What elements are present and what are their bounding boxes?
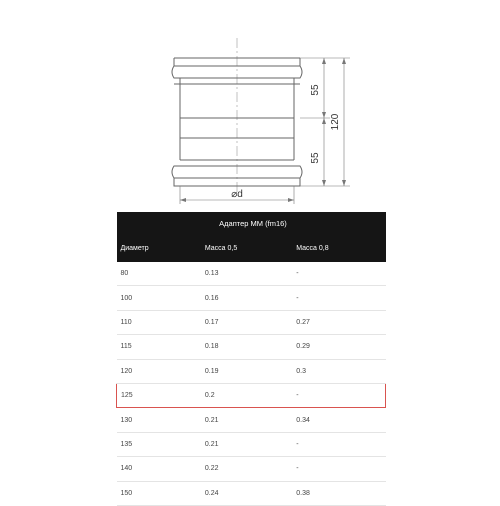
cell-mass-05: 0.24 (201, 481, 292, 505)
header-mass-05: Масса 0,5 (201, 234, 292, 262)
cell-mass-05: 0.19 (201, 359, 292, 383)
dim-bottom-label: 55 (310, 152, 321, 164)
cell-diameter: 120 (117, 359, 201, 383)
dim-top-label: 55 (310, 84, 321, 96)
dim-total-label: 120 (330, 113, 341, 131)
cell-mass-05: 0.13 (201, 262, 292, 286)
cell-mass-05: 0.21 (201, 432, 292, 456)
header-diameter: Диаметр (117, 234, 201, 262)
cell-mass-05: 0.21 (201, 408, 292, 432)
cell-mass-05: 0.22 (201, 457, 292, 481)
cell-mass-08: 0.38 (292, 481, 385, 505)
cell-diameter: 115 (117, 335, 201, 359)
cell-mass-05: 0.17 (201, 310, 292, 334)
adapter-drawing (0, 0, 500, 210)
cell-mass-08: - (292, 432, 385, 456)
table-title-row (117, 212, 386, 234)
cell-diameter: 125 (117, 383, 201, 407)
cell-diameter: 140 (117, 457, 201, 481)
cell-diameter: 150 (117, 481, 201, 505)
table-row (117, 457, 386, 481)
cell-diameter: 80 (117, 262, 201, 286)
table-row (117, 408, 386, 432)
cell-mass-08: - (292, 286, 385, 310)
cell-mass-05: 0.18 (201, 335, 292, 359)
table-row (117, 383, 386, 407)
table-title: Адаптер ММ (fm16) (117, 212, 386, 234)
dim-diameter-label: ⌀d (231, 189, 243, 200)
cell-mass-08: 0.3 (292, 359, 385, 383)
cell-mass-08: 0.34 (292, 408, 385, 432)
cell-mass-08: - (292, 383, 385, 407)
table-header-row (117, 234, 386, 262)
table-body (117, 262, 386, 505)
table-row (117, 335, 386, 359)
dimension-arrows (180, 58, 346, 202)
cell-mass-05: 0.16 (201, 286, 292, 310)
header-mass-08: Масса 0,8 (292, 234, 385, 262)
table-row (117, 286, 386, 310)
cell-diameter: 135 (117, 432, 201, 456)
spec-table (116, 212, 386, 506)
table-row (117, 481, 386, 505)
table-row (117, 310, 386, 334)
table-row (117, 359, 386, 383)
cell-mass-08: - (292, 457, 385, 481)
table-row (117, 432, 386, 456)
cell-mass-08: 0.27 (292, 310, 385, 334)
cell-diameter: 110 (117, 310, 201, 334)
cell-diameter: 100 (117, 286, 201, 310)
cell-diameter: 130 (117, 408, 201, 432)
cell-mass-08: - (292, 262, 385, 286)
cell-mass-05: 0.2 (201, 383, 292, 407)
table-row (117, 262, 386, 286)
cell-mass-08: 0.29 (292, 335, 385, 359)
